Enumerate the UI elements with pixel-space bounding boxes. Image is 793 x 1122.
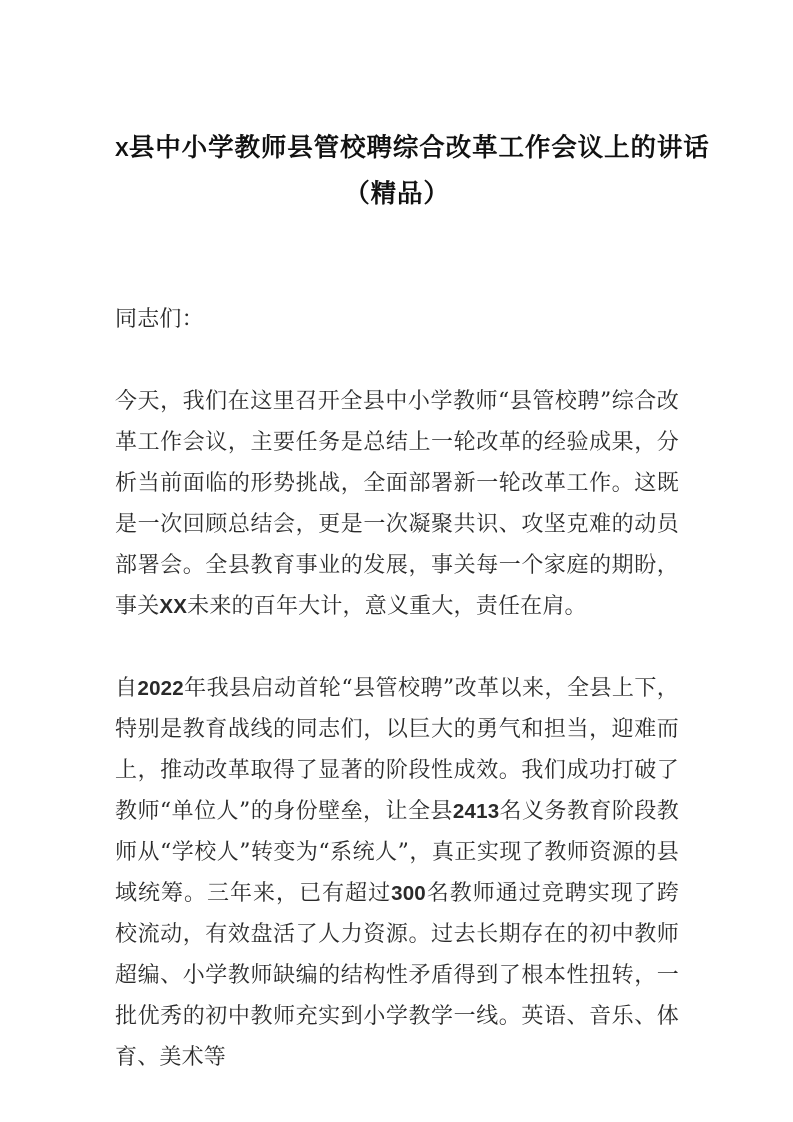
latin-run: 2413	[452, 800, 500, 823]
title-block	[115, 0, 710, 215]
paragraph-progress-review: 自2022年我县启动首轮“县管校聘”改革以来，全县上下，特别是教育战线的同志们，以巨大的勇气和担当，迎难而上，推动改革取得了显著的阶段性成效。我们成功打破了教师“单位人”的身份壁垒，让全县2413名义务教育阶段教师从“学校人”转变为“系统人”，真正实现了教师资源的县域统筹。三年来，已有超过300名教师通过竞聘实现了跨校流动，有效盘活了人力资源。过去长期存在的初中教师超编、小学教师缺编的结构性矛盾得到了根本性扭转，一批优秀的初中教师充实到小学教学一线。英语、音乐、体育、美术等	[115, 676, 679, 1070]
document-text-column	[115, 0, 710, 1078]
latin-run: 300	[391, 882, 426, 905]
paragraph-salutation: 同志们：	[115, 307, 204, 332]
document-title: X县中小学教师县管校聘综合改革工作会议上的讲话	[115, 133, 710, 163]
document-subtitle: （精品）	[344, 179, 450, 209]
latin-run: XX	[159, 595, 188, 618]
paragraph-opening: 今天，我们在这里召开全县中小学教师“县管校聘”综合改革工作会议，主要任务是总结上一轮改革的经验成果，分析当前面临的形势挑战，全面部署新一轮改革工作。这既是一次回顾总结会，更是一次凝聚共识、攻坚克难的动员部署会。全县教育事业的发展，事关每一个家庭的期盼，事关XX未来的百年大计，意义重大，责任在肩。	[115, 389, 679, 619]
latin-run: X	[115, 138, 129, 161]
latin-run: 2022	[137, 677, 184, 700]
